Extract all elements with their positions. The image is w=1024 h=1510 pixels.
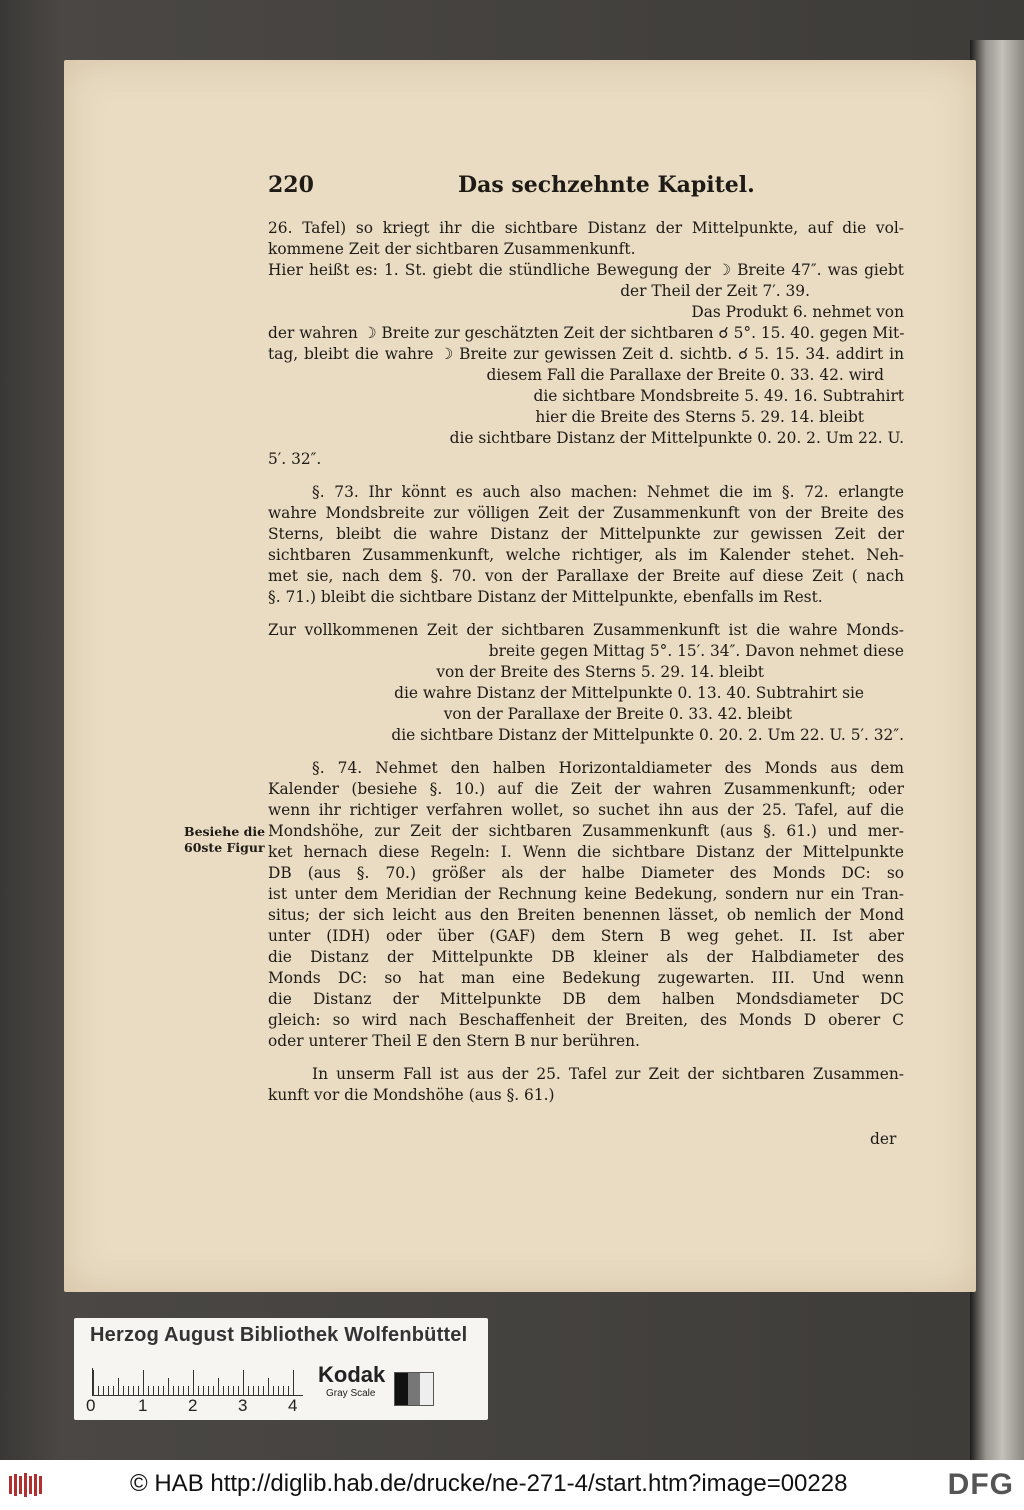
text-line: met sie, nach dem §. 70. von der Parallaxe der Breite auf diese Zeit ( nach: [268, 567, 904, 585]
paragraph-gap: [268, 1052, 904, 1064]
ruler-tick: [258, 1386, 259, 1396]
gray-scale-swatch: [394, 1372, 434, 1406]
text-line: 5′. 32″.: [268, 450, 322, 468]
text-line: Sterns, bleibt die wahre Distanz der Mittelpunkte zur gewissen Zeit der: [268, 525, 904, 543]
ruler-tick: [123, 1386, 124, 1396]
ruler-tick: [153, 1386, 154, 1396]
catchword: der: [870, 1130, 897, 1148]
page-number: 220: [268, 172, 314, 198]
ruler-tick: [103, 1386, 104, 1396]
text-line: §. 71.) bleibt die sichtbare Distanz der Mittelpunkte, ebenfalls im Rest.: [268, 588, 823, 606]
ruler-tick: [243, 1370, 244, 1396]
text-line: ket hernach diese Regeln: I. Wenn die sichtbare Distanz der Mittelpunkte: [268, 843, 904, 861]
text-line: wahre Mondsbreite zur völligen Zeit der Zusammenkunft von der Breite des: [268, 504, 904, 522]
margin-note: [184, 824, 266, 856]
source-url[interactable]: © HAB http://diglib.hab.de/drucke/ne-271-4/start.htm?image=00228: [130, 1470, 848, 1497]
text-line: tag, bleibt die wahre ☽ Breite zur gewissen Zeit d. sichtb. ☌ 5. 15. 34. addirt in: [268, 345, 904, 363]
dfg-logo: DFG: [947, 1468, 1014, 1501]
text-line: die sichtbare Mondsbreite 5. 49. 16. Subtrahirt: [533, 387, 904, 405]
text-line: 26. Tafel) so kriegt ihr die sichtbare Distanz der Mittelpunkte, auf die vol-: [268, 219, 904, 237]
text-line: die Distanz der Mittelpunkte DB kleiner als der Halbdiameter des: [268, 948, 904, 966]
library-title: Herzog August Bibliothek Wolfenbüttel: [90, 1324, 468, 1346]
ruler-tick: [278, 1386, 279, 1396]
margin-note-line: 60ste Figur: [184, 840, 265, 855]
ruler-tick: [263, 1386, 264, 1396]
page-body-text: [268, 218, 904, 1106]
text-line: In unserm Fall ist aus der 25. Tafel zur Zeit der sichtbaren Zusammen-: [312, 1065, 904, 1083]
scale-label: 1: [138, 1396, 148, 1415]
ruler-tick: [283, 1386, 284, 1396]
ruler-tick: [233, 1386, 234, 1396]
paragraph-gap: [268, 746, 904, 758]
text-line: der Theil der Zeit 7′. 39.: [620, 282, 810, 300]
text-line: DB (aus §. 70.) größer als der halbe Diameter des Monds DC: so: [268, 864, 904, 882]
ruler-tick: [138, 1386, 139, 1396]
adjacent-page-edge: [970, 40, 1024, 1460]
ruler-tick: [173, 1386, 174, 1396]
ruler-tick: [108, 1386, 109, 1396]
text-line: §. 74. Nehmet den halben Horizontaldiameter des Monds aus dem: [312, 759, 904, 777]
ruler-tick: [288, 1386, 289, 1396]
ruler-tick: [183, 1386, 184, 1396]
ruler-tick: [213, 1386, 214, 1396]
gray-patch: [408, 1373, 421, 1405]
ruler-tick: [118, 1378, 119, 1396]
ruler-tick: [248, 1386, 249, 1396]
ruler-tick: [198, 1386, 199, 1396]
ruler-tick: [158, 1386, 159, 1396]
gray-patch: [420, 1373, 433, 1405]
ruler-tick: [293, 1370, 294, 1396]
text-line: gleich: so wird nach Beschaffenheit der Breiten, des Monds D oberer C: [268, 1011, 904, 1029]
margin-note-line: Besiehe die: [184, 824, 266, 839]
text-line: kunft vor die Mondshöhe (aus §. 61.): [268, 1086, 555, 1104]
ruler-tick: [128, 1386, 129, 1396]
ruler-tick: [168, 1378, 169, 1396]
text-line: unter (IDH) oder über (GAF) dem Stern B weg gehet. II. Ist aber: [268, 927, 904, 945]
ruler-tick: [178, 1386, 179, 1396]
ruler-tick: [238, 1386, 239, 1396]
text-line: situs; der sich leicht aus den Breiten benennen lässet, ob nemlich der Mond: [268, 906, 904, 924]
ruler-tick: [188, 1386, 189, 1396]
text-line: ist unter dem Meridian der Rechnung keine Bedekung, sondern nur ein Tran-: [268, 885, 904, 903]
gray-patch: [395, 1373, 408, 1405]
scale-label: 3: [238, 1396, 248, 1415]
library-logo-icon: [8, 1472, 48, 1498]
text-line: die wahre Distanz der Mittelpunkte 0. 13. 40. Subtrahirt sie: [394, 684, 864, 702]
ruler-tick: [113, 1386, 114, 1396]
ruler-tick: [148, 1386, 149, 1396]
text-line: wenn ihr richtiger verfahren wollet, so suchet ihn aus der 25. Tafel, auf die: [268, 801, 904, 819]
ruler-tick: [208, 1386, 209, 1396]
kodak-logo: Kodak: [318, 1362, 386, 1387]
text-line: Hier heißt es: 1. St. giebt die stündliche Bewegung der ☽ Breite 47″. was giebt: [268, 261, 904, 279]
ruler-tick: [93, 1370, 94, 1396]
ruler-tick: [273, 1386, 274, 1396]
text-line: Mondshöhe, zur Zeit der sichtbaren Zusammenkunft (aus §. 61.) und mer-: [268, 822, 904, 840]
ruler-tick: [98, 1386, 99, 1396]
ruler-tick: [268, 1378, 269, 1396]
ruler-tick: [133, 1386, 134, 1396]
text-line: die sichtbare Distanz der Mittelpunkte 0. 20. 2. Um 22. U. 5′. 32″.: [391, 726, 904, 744]
text-line: sichtbaren Zusammenkunft, welche richtiger, als im Kalender stehet. Neh-: [268, 546, 904, 564]
text-line: kommene Zeit der sichtbaren Zusammenkunft.: [268, 240, 636, 258]
page-header: [268, 172, 918, 202]
text-line: Das Produkt 6. nehmet von: [691, 303, 904, 321]
text-line: hier die Breite des Sterns 5. 29. 14. bleibt: [535, 408, 864, 426]
ruler-tick: [193, 1370, 194, 1396]
ruler-tick: [143, 1370, 144, 1396]
ruler-tick: [218, 1378, 219, 1396]
footer-bar: [0, 1460, 1024, 1510]
paragraph-gap: [268, 470, 904, 482]
running-title: Das sechzehnte Kapitel.: [458, 172, 755, 198]
ruler-tick: [228, 1386, 229, 1396]
text-line: von der Parallaxe der Breite 0. 33. 42. bleibt: [443, 705, 792, 723]
ruler-tick: [203, 1386, 204, 1396]
paragraph-gap: [268, 608, 904, 620]
text-line: diesem Fall die Parallaxe der Breite 0. 33. 42. wird: [486, 366, 884, 384]
measurement-ruler: [92, 1368, 303, 1396]
text-line: die sichtbare Distanz der Mittelpunkte 0. 20. 2. Um 22. U.: [449, 429, 904, 447]
text-line: von der Breite des Sterns 5. 29. 14. bleibt: [436, 663, 764, 681]
text-line: §. 73. Ihr könnt es auch also machen: Nehmet die im §. 72. erlangte: [312, 483, 904, 501]
ruler-tick: [163, 1386, 164, 1396]
scale-label: 0: [86, 1396, 96, 1415]
text-line: die Distanz der Mittelpunkte DB dem halben Mondsdiameter DC: [268, 990, 904, 1008]
gray-scale-label: Gray Scale: [326, 1388, 376, 1399]
ruler-tick: [223, 1386, 224, 1396]
text-line: Kalender (besiehe §. 10.) auf die Zeit der wahren Zusammenkunft; oder: [268, 780, 904, 798]
text-line: Zur vollkommenen Zeit der sichtbaren Zusammenkunft ist die wahre Monds-: [268, 621, 904, 639]
scale-label: 2: [188, 1396, 198, 1415]
text-line: der wahren ☽ Breite zur geschätzten Zeit der sichtbaren ☌ 5°. 15. 40. gegen Mit-: [268, 324, 904, 342]
text-line: Monds DC: so hat man eine Bedekung zugewarten. III. Und wenn: [268, 969, 904, 987]
text-line: breite gegen Mittag 5°. 15′. 34″. Davon nehmet diese: [488, 642, 904, 660]
text-line: oder unterer Theil E den Stern B nur berühren.: [268, 1032, 640, 1050]
scale-label: 4: [288, 1396, 298, 1415]
ruler-tick: [253, 1386, 254, 1396]
